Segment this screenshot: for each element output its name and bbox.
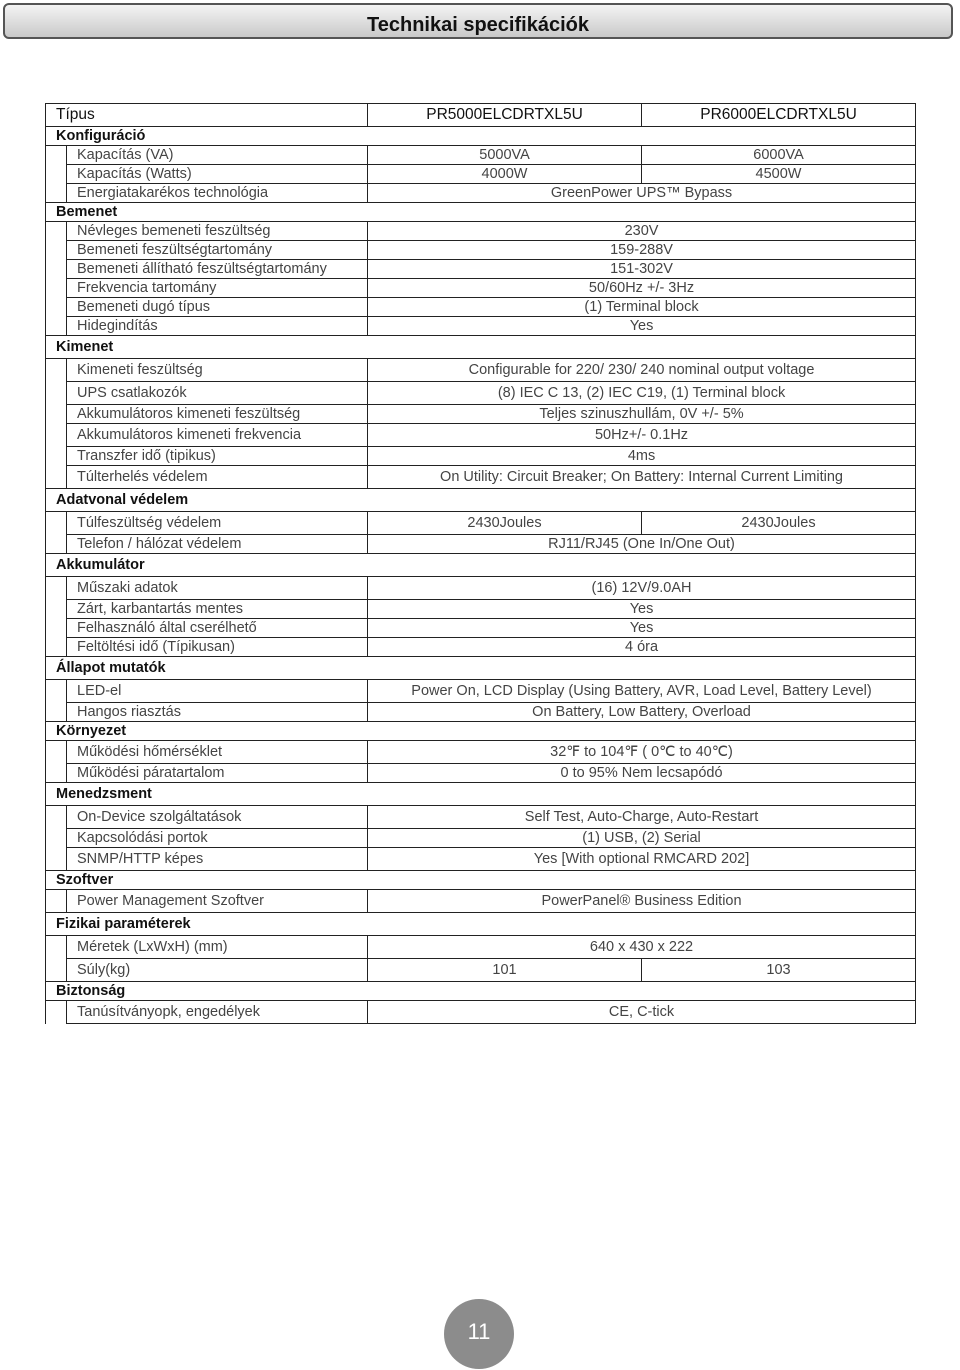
indent-cell bbox=[46, 577, 67, 600]
indent-cell bbox=[46, 222, 67, 241]
section-row bbox=[46, 871, 916, 890]
spec-label: Túlfeszültség védelem bbox=[67, 512, 368, 535]
spec-row bbox=[46, 222, 916, 241]
section-row bbox=[46, 783, 916, 806]
spec-value: 230V bbox=[368, 222, 916, 241]
spec-row bbox=[46, 241, 916, 260]
spec-row bbox=[46, 638, 916, 657]
spec-value: (8) IEC C 13, (2) IEC C19, (1) Terminal block bbox=[368, 382, 916, 405]
spec-table-body bbox=[46, 104, 916, 1024]
spec-row bbox=[46, 577, 916, 600]
spec-value: On Utility: Circuit Breaker; On Battery: Internal Current Limiting bbox=[368, 466, 916, 489]
section-row bbox=[46, 657, 916, 680]
indent-cell bbox=[46, 241, 67, 260]
indent-cell bbox=[46, 638, 67, 657]
spec-value: 0 to 95% Nem lecsapódó bbox=[368, 764, 916, 783]
spec-row bbox=[46, 829, 916, 848]
spec-label: Bemeneti feszültségtartomány bbox=[67, 241, 368, 260]
spec-row bbox=[46, 184, 916, 203]
spec-label: Zárt, karbantartás mentes bbox=[67, 600, 368, 619]
spec-value: (1) Terminal block bbox=[368, 298, 916, 317]
spec-label: Felhasználó által cserélhető bbox=[67, 619, 368, 638]
spec-label: Bemeneti dugó típus bbox=[67, 298, 368, 317]
spec-label: Tanúsítványopk, engedélyek bbox=[67, 1001, 368, 1024]
header-model-1: PR5000ELCDRTXL5U bbox=[368, 104, 642, 127]
spec-label: Kapacítás (Watts) bbox=[67, 165, 368, 184]
section-row bbox=[46, 913, 916, 936]
spec-row bbox=[46, 466, 916, 489]
spec-row bbox=[46, 146, 916, 165]
indent-cell bbox=[46, 600, 67, 619]
spec-value-model-1: 4000W bbox=[368, 165, 642, 184]
indent-cell bbox=[46, 317, 67, 336]
indent-cell bbox=[46, 512, 67, 535]
spec-value: 159-288V bbox=[368, 241, 916, 260]
spec-row bbox=[46, 741, 916, 764]
spec-row bbox=[46, 317, 916, 336]
spec-row bbox=[46, 959, 916, 982]
spec-row bbox=[46, 703, 916, 722]
indent-cell bbox=[46, 165, 67, 184]
section-row bbox=[46, 203, 916, 222]
section-title: Kimenet bbox=[46, 336, 916, 359]
section-title: Környezet bbox=[46, 722, 916, 741]
indent-cell bbox=[46, 619, 67, 638]
spec-value-model-1: 101 bbox=[368, 959, 642, 982]
spec-row bbox=[46, 382, 916, 405]
spec-label: Túlterhelés védelem bbox=[67, 466, 368, 489]
section-row bbox=[46, 489, 916, 512]
spec-value: Configurable for 220/ 230/ 240 nominal output voltage bbox=[368, 359, 916, 382]
spec-row bbox=[46, 260, 916, 279]
spec-row bbox=[46, 806, 916, 829]
spec-value: 50Hz+/- 0.1Hz bbox=[368, 424, 916, 447]
spec-row bbox=[46, 405, 916, 424]
spec-row bbox=[46, 512, 916, 535]
spec-label: Akkumulátoros kimeneti frekvencia bbox=[67, 424, 368, 447]
indent-cell bbox=[46, 936, 67, 959]
spec-value: 640 x 430 x 222 bbox=[368, 936, 916, 959]
indent-cell bbox=[46, 806, 67, 829]
spec-value: Yes bbox=[368, 619, 916, 638]
spec-value: 4 óra bbox=[368, 638, 916, 657]
spec-value: Yes bbox=[368, 317, 916, 336]
spec-row bbox=[46, 600, 916, 619]
spec-value: PowerPanel® Business Edition bbox=[368, 890, 916, 913]
section-row bbox=[46, 722, 916, 741]
spec-label: Méretek (LxWxH) (mm) bbox=[67, 936, 368, 959]
spec-label: SNMP/HTTP képes bbox=[67, 848, 368, 871]
spec-value-model-2: 4500W bbox=[642, 165, 916, 184]
spec-value: Power On, LCD Display (Using Battery, AVR, Load Level, Battery Level) bbox=[368, 680, 916, 703]
spec-value: Yes bbox=[368, 600, 916, 619]
spec-value: 32℉ to 104℉ ( 0℃ to 40℃) bbox=[368, 741, 916, 764]
indent-cell bbox=[46, 405, 67, 424]
spec-row bbox=[46, 936, 916, 959]
section-title: Akkumulátor bbox=[46, 554, 916, 577]
spec-label: Frekvencia tartomány bbox=[67, 279, 368, 298]
indent-cell bbox=[46, 359, 67, 382]
indent-cell bbox=[46, 447, 67, 466]
page-number: 11 bbox=[444, 1299, 514, 1369]
spec-label: LED-el bbox=[67, 680, 368, 703]
indent-cell bbox=[46, 829, 67, 848]
section-row bbox=[46, 982, 916, 1001]
section-title: Bemenet bbox=[46, 203, 916, 222]
indent-cell bbox=[46, 382, 67, 405]
spec-value: Yes [With optional RMCARD 202] bbox=[368, 848, 916, 871]
spec-row bbox=[46, 848, 916, 871]
spec-label: Kapacítás (VA) bbox=[67, 146, 368, 165]
spec-label: Akkumulátoros kimeneti feszültség bbox=[67, 405, 368, 424]
spec-row bbox=[46, 447, 916, 466]
spec-label: Feltöltési idő (Típikusan) bbox=[67, 638, 368, 657]
indent-cell bbox=[46, 279, 67, 298]
spec-value-model-2: 6000VA bbox=[642, 146, 916, 165]
spec-label: Működési páratartalom bbox=[67, 764, 368, 783]
spec-label: Transzfer idő (tipikus) bbox=[67, 447, 368, 466]
spec-value: 50/60Hz +/- 3Hz bbox=[368, 279, 916, 298]
spec-label: Bemeneti állítható feszültségtartomány bbox=[67, 260, 368, 279]
spec-value-model-2: 103 bbox=[642, 959, 916, 982]
spec-value-model-1: 2430Joules bbox=[368, 512, 642, 535]
indent-cell bbox=[46, 184, 67, 203]
spec-label: Névleges bemeneti feszültség bbox=[67, 222, 368, 241]
spec-label: Telefon / hálózat védelem bbox=[67, 535, 368, 554]
spec-value: On Battery, Low Battery, Overload bbox=[368, 703, 916, 722]
header-row bbox=[46, 104, 916, 127]
spec-row bbox=[46, 165, 916, 184]
spec-row bbox=[46, 424, 916, 447]
spec-label: Hangos riasztás bbox=[67, 703, 368, 722]
indent-cell bbox=[46, 466, 67, 489]
spec-label: Power Management Szoftver bbox=[67, 890, 368, 913]
section-title: Fizikai paraméterek bbox=[46, 913, 916, 936]
spec-row bbox=[46, 298, 916, 317]
indent-cell bbox=[46, 959, 67, 982]
section-title: Állapot mutatók bbox=[46, 657, 916, 680]
spec-label: Kapcsolódási portok bbox=[67, 829, 368, 848]
section-row bbox=[46, 336, 916, 359]
spec-row bbox=[46, 535, 916, 554]
spec-label: Súly(kg) bbox=[67, 959, 368, 982]
spec-row bbox=[46, 890, 916, 913]
spec-row bbox=[46, 619, 916, 638]
indent-cell bbox=[46, 680, 67, 703]
spec-label: Működési hőmérséklet bbox=[67, 741, 368, 764]
indent-cell bbox=[46, 890, 67, 913]
indent-cell bbox=[46, 848, 67, 871]
spec-value: GreenPower UPS™ Bypass bbox=[368, 184, 916, 203]
spec-value: Self Test, Auto-Charge, Auto-Restart bbox=[368, 806, 916, 829]
spec-row bbox=[46, 680, 916, 703]
spec-value: (1) USB, (2) Serial bbox=[368, 829, 916, 848]
indent-cell bbox=[46, 260, 67, 279]
spec-label: On-Device szolgáltatások bbox=[67, 806, 368, 829]
spec-label: Energiatakarékos technológia bbox=[67, 184, 368, 203]
spec-value: Teljes szinuszhullám, 0V +/- 5% bbox=[368, 405, 916, 424]
spec-row bbox=[46, 764, 916, 783]
spec-label: UPS csatlakozók bbox=[67, 382, 368, 405]
indent-cell bbox=[46, 298, 67, 317]
section-title: Konfiguráció bbox=[46, 127, 916, 146]
spec-row bbox=[46, 359, 916, 382]
spec-value: CE, C-tick bbox=[368, 1001, 916, 1024]
spec-value: 4ms bbox=[368, 447, 916, 466]
indent-cell bbox=[46, 535, 67, 554]
spec-table bbox=[45, 103, 916, 1024]
spec-row bbox=[46, 279, 916, 298]
spec-label: Kimeneti feszültség bbox=[67, 359, 368, 382]
section-title: Menedzsment bbox=[46, 783, 916, 806]
section-row bbox=[46, 554, 916, 577]
section-title: Adatvonal védelem bbox=[46, 489, 916, 512]
indent-cell bbox=[46, 1001, 67, 1024]
spec-value-model-1: 5000VA bbox=[368, 146, 642, 165]
spec-value: RJ11/RJ45 (One In/One Out) bbox=[368, 535, 916, 554]
indent-cell bbox=[46, 146, 67, 165]
spec-value: 151-302V bbox=[368, 260, 916, 279]
indent-cell bbox=[46, 703, 67, 722]
indent-cell bbox=[46, 741, 67, 764]
page-title: Technikai specifikációk bbox=[3, 3, 953, 39]
header-model-2: PR6000ELCDRTXL5U bbox=[642, 104, 916, 127]
spec-row bbox=[46, 1001, 916, 1024]
spec-value-model-2: 2430Joules bbox=[642, 512, 916, 535]
indent-cell bbox=[46, 764, 67, 783]
section-title: Szoftver bbox=[46, 871, 916, 890]
spec-label: Műszaki adatok bbox=[67, 577, 368, 600]
header-label: Típus bbox=[46, 104, 368, 127]
spec-label: Hidegindítás bbox=[67, 317, 368, 336]
spec-value: (16) 12V/9.0AH bbox=[368, 577, 916, 600]
section-title: Biztonság bbox=[46, 982, 916, 1001]
section-row bbox=[46, 127, 916, 146]
indent-cell bbox=[46, 424, 67, 447]
